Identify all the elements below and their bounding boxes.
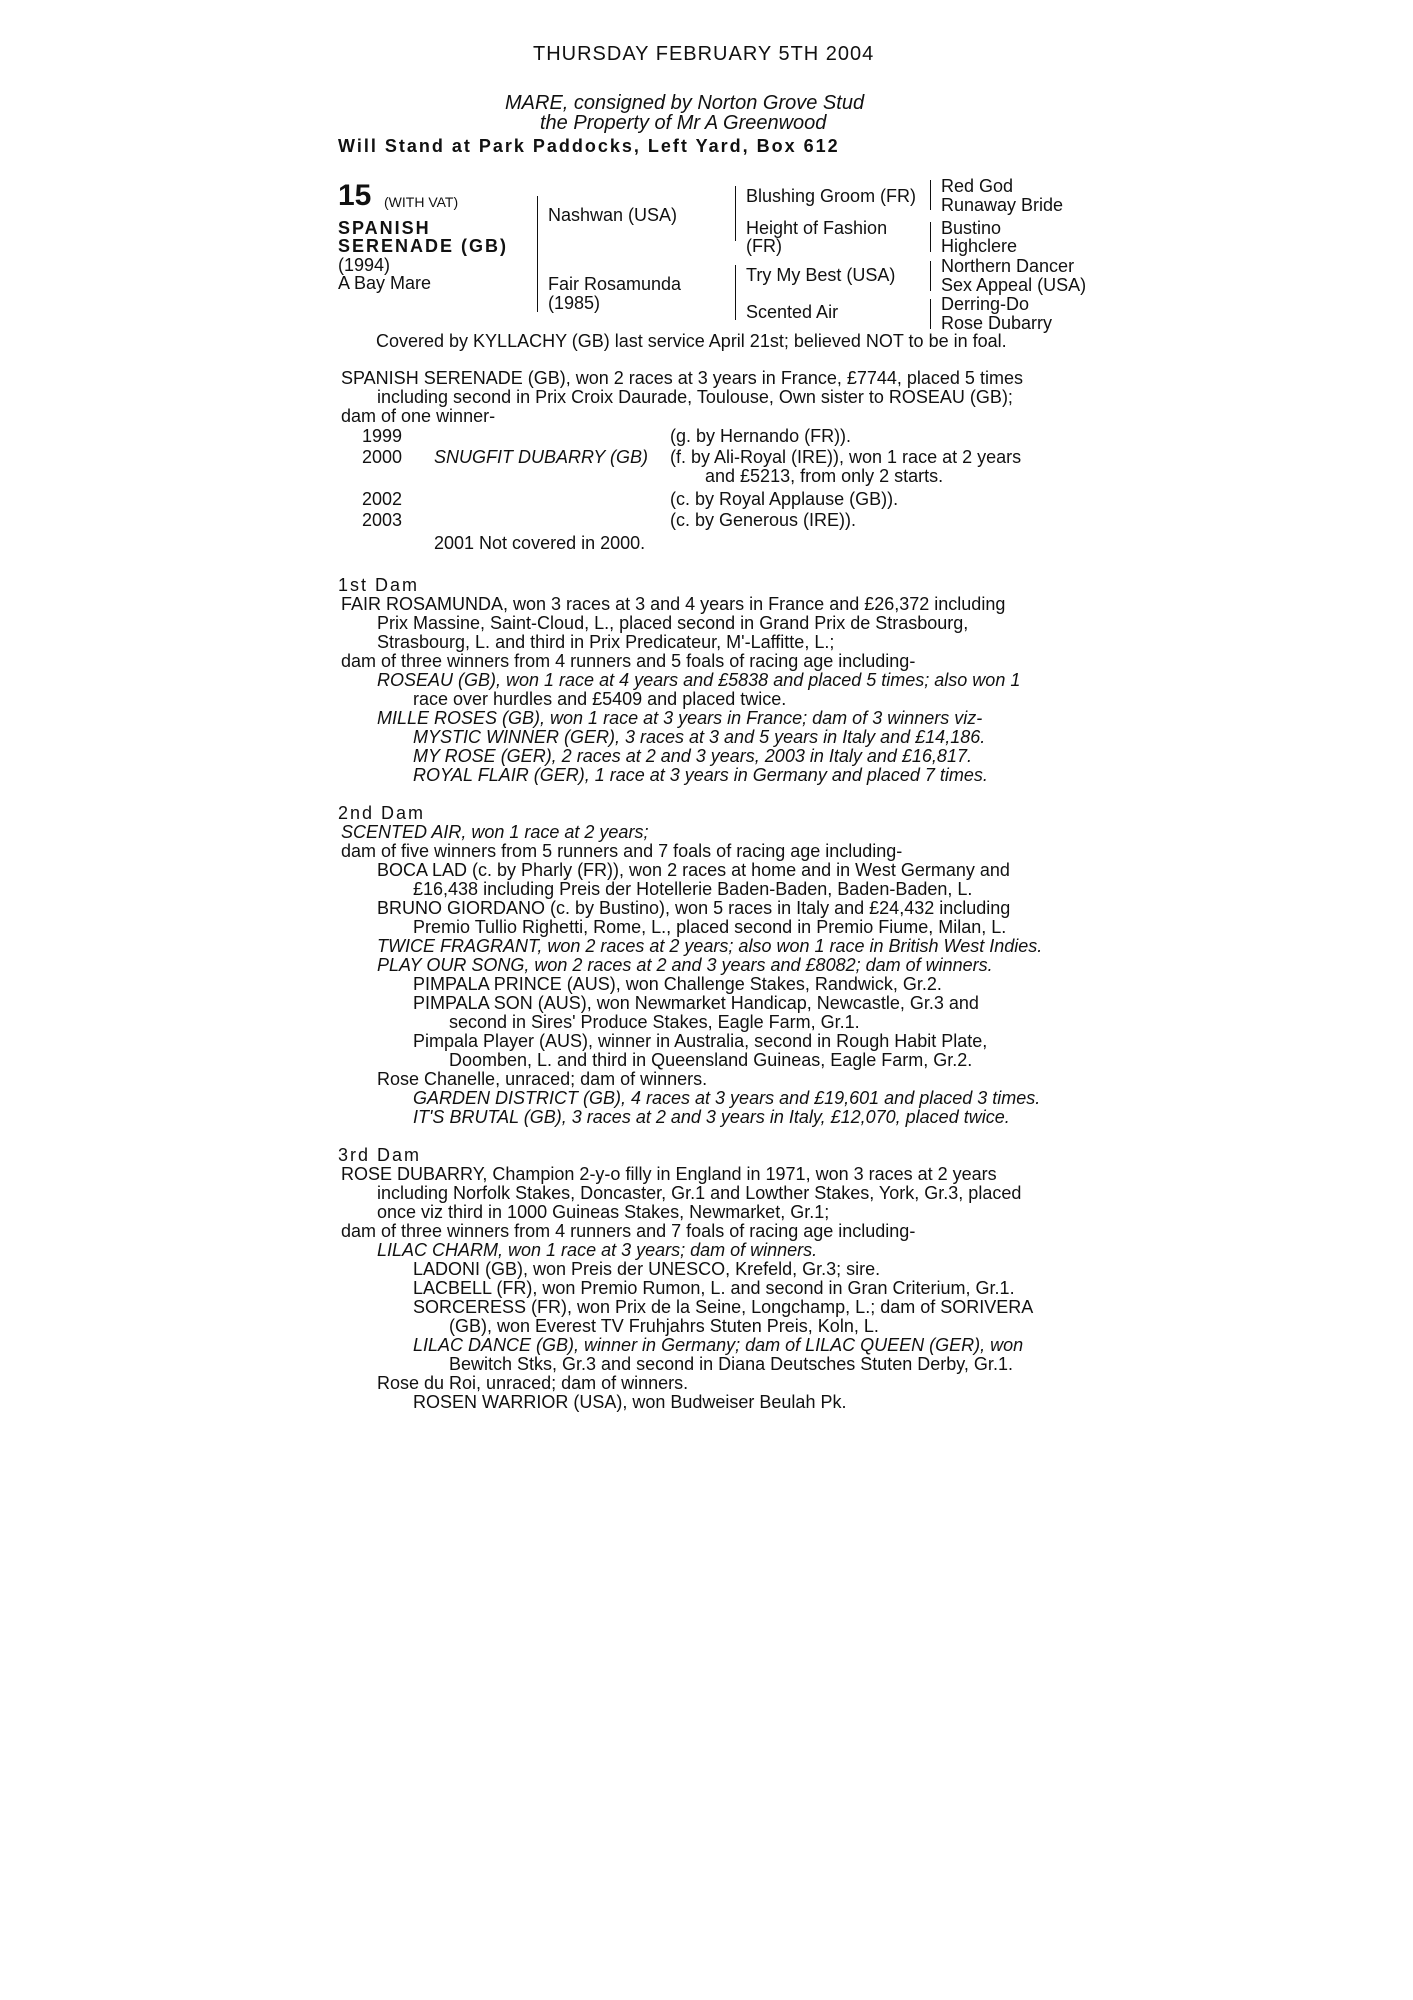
dam2-line: PIMPALA PRINCE (AUS), won Challenge Stakes, Randwick, Gr.2. (413, 974, 942, 994)
produce-detail: (g. by Hernando (FR)). (670, 426, 852, 446)
dam3-line: SORCERESS (FR), won Prix de la Seine, Longchamp, L.; dam of SORIVERA (413, 1297, 1034, 1317)
dam3-line: LACBELL (FR), won Premio Rumon, L. and second in Gran Criterium, Gr.1. (413, 1278, 1015, 1298)
dam1-line: MILLE ROSES (GB), won 1 race at 3 years in France; dam of 3 winners viz- (377, 708, 983, 728)
dam1-line: MYSTIC WINNER (GER), 3 races at 3 and 5 years in Italy and £14,186. (413, 727, 986, 747)
produce-detail: and £5213, from only 2 starts. (705, 466, 944, 486)
dam1-line: Strasbourg, L. and third in Prix Predicateur, M'-Laffitte, L.; (377, 632, 835, 652)
dam3-line: (GB), won Everest TV Fruhjahrs Stuten Preis, Koln, L. (449, 1316, 879, 1336)
dam2-line: SCENTED AIR, won 1 race at 2 years; (341, 822, 649, 842)
dam2-line: Premio Tullio Righetti, Rome, L., placed second in Premio Fiume, Milan, L. (413, 917, 1007, 937)
pedigree-dam-dam: Scented Air (746, 302, 839, 322)
dam3-line: LILAC CHARM, won 1 race at 3 years; dam of winners. (377, 1240, 818, 1260)
dam1-section (341, 595, 1074, 785)
produce-detail: (f. by Ali-Royal (IRE)), won 1 race at 2 years (670, 447, 1022, 467)
dam2-line: Doomben, L. and third in Queensland Guineas, Eagle Farm, Gr.2. (449, 1050, 973, 1070)
dam2-line: £16,438 including Preis der Hotellerie Baden-Baden, Baden-Baden, L. (413, 879, 973, 899)
dam1-line: ROSEAU (GB), won 1 race at 4 years and £5838 and placed 5 times; also won 1 (377, 670, 1021, 690)
property-line: the Property of Mr A Greenwood (540, 112, 827, 134)
intro-line: SPANISH SERENADE (GB), won 2 races at 3 years in France, £7744, placed 5 times (341, 368, 1023, 388)
pedigree-dam-year: (1985) (548, 293, 601, 313)
sire-dam-brace (537, 196, 538, 312)
pedigree-sdd: Highclere (941, 236, 1018, 256)
intro-paragraph (341, 369, 1074, 426)
dam1-line: Prix Massine, Saint-Cloud, L., placed second in Grand Prix de Strasbourg, (377, 613, 969, 633)
dam3-line: Rose du Roi, unraced; dam of winners. (377, 1373, 689, 1393)
sale-date: THURSDAY FEBRUARY 5TH 2004 (533, 43, 875, 65)
dam2-line: PLAY OUR SONG, won 2 races at 2 and 3 years and £8082; dam of winners. (377, 955, 993, 975)
pedigree-sire: Nashwan (USA) (548, 205, 678, 225)
dam3-line: LADONI (GB), won Preis der UNESCO, Krefeld, Gr.3; sire. (413, 1259, 881, 1279)
pedigree-sss: Red God (941, 176, 1014, 196)
pedigree-dsd: Sex Appeal (USA) (941, 275, 1087, 295)
dam3-line: Bewitch Stks, Gr.3 and second in Diana Deutsches Stuten Derby, Gr.1. (449, 1354, 1013, 1374)
produce-year: 1999 (362, 426, 403, 446)
dam2-line: dam of five winners from 5 runners and 7 foals of racing age including- (341, 841, 903, 861)
dam2-line: Rose Chanelle, unraced; dam of winners. (377, 1069, 708, 1089)
dam-parents-brace (735, 265, 736, 320)
dam3-line: ROSEN WARRIOR (USA), won Budweiser Beulah Pk. (413, 1392, 847, 1412)
consignor-line: MARE, consigned by Norton Grove Stud (505, 92, 865, 114)
intro-line: including second in Prix Croix Daurade, Toulouse, Own sister to ROSEAU (GB); (377, 387, 1013, 407)
pedigree-dss: Northern Dancer (941, 256, 1075, 276)
dam2-heading: 2nd Dam (338, 803, 426, 823)
horse-name-line1: SPANISH (338, 218, 431, 238)
produce-detail: (c. by Generous (IRE)). (670, 510, 857, 530)
intro-line: dam of one winner- (341, 406, 496, 426)
dam2-line: second in Sires' Produce Stakes, Eagle Farm, Gr.1. (449, 1012, 860, 1032)
produce-detail: (c. by Royal Applause (GB)). (670, 489, 899, 509)
dam2-line: TWICE FRAGRANT, won 2 races at 2 years; also won 1 race in British West Indies. (377, 936, 1043, 956)
dam3-line: once viz third in 1000 Guineas Stakes, Newmarket, Gr.1; (377, 1202, 830, 1222)
pedigree-sds: Bustino (941, 218, 1002, 238)
pedigree-dds: Derring-Do (941, 294, 1030, 314)
pedigree-sire-sire: Blushing Groom (FR) (746, 186, 917, 206)
produce-name: SNUGFIT DUBARRY (GB) (434, 447, 649, 467)
gen3-brace-4 (930, 299, 931, 329)
dam1-line: dam of three winners from 4 runners and 5 foals of racing age including- (341, 651, 916, 671)
dam3-line: LILAC DANCE (GB), winner in Germany; dam of LILAC QUEEN (GER), won (413, 1335, 1024, 1355)
dam1-line: MY ROSE (GER), 2 races at 2 and 3 years, 2003 in Italy and £16,817. (413, 746, 972, 766)
horse-year: (1994) (338, 255, 391, 275)
dam1-line: ROYAL FLAIR (GER), 1 race at 3 years in Germany and placed 7 times. (413, 765, 988, 785)
not-covered-note: 2001 Not covered in 2000. (434, 533, 646, 553)
pedigree-ssd: Runaway Bride (941, 195, 1064, 215)
horse-description: A Bay Mare (338, 273, 432, 293)
dam2-section (341, 823, 1074, 1127)
sire-parents-brace (735, 186, 736, 241)
dam2-line: GARDEN DISTRICT (GB), 4 races at 3 years and £19,601 and placed 3 times. (413, 1088, 1041, 1108)
gen3-brace-1 (930, 180, 931, 210)
dam1-line: FAIR ROSAMUNDA, won 3 races at 3 and 4 years in France and £26,372 including (341, 594, 1006, 614)
dam3-line: including Norfolk Stakes, Doncaster, Gr.1 and Lowther Stakes, York, Gr.3, placed (377, 1183, 1022, 1203)
lot-number: 15 (338, 179, 372, 212)
produce-year: 2000 (362, 447, 403, 467)
covered-note: Covered by KYLLACHY (GB) last service April 21st; believed NOT to be in foal. (376, 331, 1007, 351)
dam3-line: dam of three winners from 4 runners and 7 foals of racing age including- (341, 1221, 916, 1241)
dam1-line: race over hurdles and £5409 and placed twice. (413, 689, 787, 709)
horse-name-line2: SERENADE (GB) (338, 236, 509, 256)
produce-year: 2003 (362, 510, 403, 530)
dam3-section (341, 1165, 1074, 1412)
pedigree-dam: Fair Rosamunda (548, 274, 682, 294)
dam2-line: Pimpala Player (AUS), winner in Australia, second in Rough Habit Plate, (413, 1031, 988, 1051)
pedigree-sire-dam: Height of Fashion (746, 218, 888, 238)
dam2-line: IT'S BRUTAL (GB), 3 races at 2 and 3 years in Italy, £12,070, placed twice. (413, 1107, 1010, 1127)
dam3-heading: 3rd Dam (338, 1145, 422, 1165)
stand-location: Will Stand at Park Paddocks, Left Yard, Box 612 (338, 136, 840, 156)
dam2-line: BRUNO GIORDANO (c. by Bustino), won 5 races in Italy and £24,432 including (377, 898, 1011, 918)
pedigree-dam-sire: Try My Best (USA) (746, 265, 896, 285)
dam2-line: BOCA LAD (c. by Pharly (FR)), won 2 races at home and in West Germany and (377, 860, 1010, 880)
dam2-line: PIMPALA SON (AUS), won Newmarket Handicap, Newcastle, Gr.3 and (413, 993, 979, 1013)
dam1-heading: 1st Dam (338, 575, 420, 595)
pedigree-sire-dam-country: (FR) (746, 236, 782, 256)
gen3-brace-3 (930, 261, 931, 291)
vat-note: (WITH VAT) (384, 194, 459, 210)
gen3-brace-2 (930, 222, 931, 252)
pedigree-ddd: Rose Dubarry (941, 313, 1053, 333)
dam3-line: ROSE DUBARRY, Champion 2-y-o filly in England in 1971, won 3 races at 2 years (341, 1164, 997, 1184)
produce-year: 2002 (362, 489, 403, 509)
